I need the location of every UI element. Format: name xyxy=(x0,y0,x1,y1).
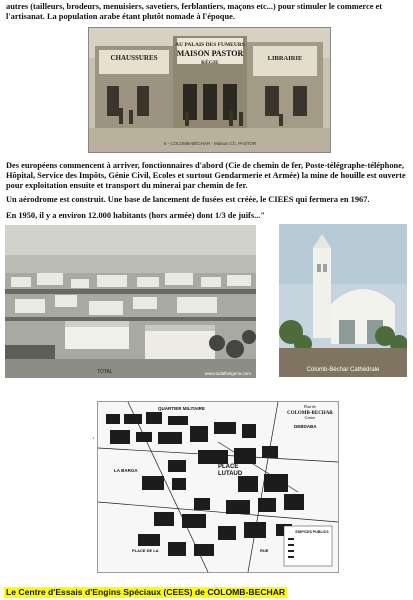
map-label-lutaud: LUTAUD xyxy=(218,471,243,477)
photo-watermark: www.todalbelgeria.com xyxy=(204,371,251,376)
map-title-3: Centre xyxy=(304,415,316,420)
total-sign: TOTAL xyxy=(97,369,113,375)
map-label-place: PLACE xyxy=(218,464,239,470)
map-label-rue: RUE xyxy=(260,548,269,553)
sign-middle-sub: RÉGIE xyxy=(201,60,219,66)
photo-maison-pastor xyxy=(88,27,331,153)
map-title-1: Plan de xyxy=(304,404,316,409)
sign-middle: MAISON PASTOR xyxy=(176,49,244,58)
footer-heading: Le Centre d'Essais d'Engins Spéciaux (CEES) de COLOMB-BECHAR xyxy=(6,587,286,597)
map-label-barga: LA BARGA xyxy=(114,468,138,473)
map-legend-title: EDIFICES PUBLICS xyxy=(295,530,329,534)
photo-maison-pastor-image xyxy=(89,28,330,152)
photo-town-view-image xyxy=(5,225,256,378)
map-colomb-bechar xyxy=(97,401,339,573)
cathedral-caption: Colomb-Béchar Cathédrale xyxy=(306,367,380,373)
map-label-quartier: QUARTIER MILITAIRE xyxy=(158,406,205,411)
paragraph-4: En 1950, il y a environ 12.000 habitants (hors armée) dont 1/3 de juifs..." xyxy=(6,211,266,220)
sign-right: LIBRAIRIE xyxy=(267,55,303,62)
bullet: · xyxy=(92,434,95,443)
photo-cathedral-image xyxy=(279,224,407,377)
paragraph-2: Des européens commencent à arriver, fonctionnaires d'abord (Cie de chemin de fer, Poste-télégraphe-téléphone, Hôpital, Service des Impôts, Génie Civil, Ecoles et surtout Gendarmerie et Armée) la mine de houille est ouverte pour exploitation ensuite et transport du minerai par chemin de fer. xyxy=(6,161,406,190)
photo-caption: 6 - COLOMB-BÉCHAR - Maison Ch. PASTOR xyxy=(163,141,257,146)
paragraph-3: Un aérodrome est construit. Une base de lancement de fusées est créée, le CIEES qui fermera en 1967. xyxy=(6,195,370,204)
sign-left: CHAUSSURES xyxy=(110,54,158,62)
map-label-debdaba: DEBDABA xyxy=(294,424,317,429)
map-label-place2: PLACE DE LA xyxy=(132,548,159,553)
map-image xyxy=(98,402,338,572)
sign-middle-top: AU PALAIS DES FUMEURS xyxy=(175,42,245,48)
photo-cathedral xyxy=(279,224,407,377)
photo-town-view xyxy=(5,225,256,378)
paragraph-1: autres (tailleurs, brodeurs, menuisiers, savetiers, ferblantiers, maçons etc...) pour stimuler le commerce et l'artisanat. La population arabe étant plutôt nomade à l'époque. xyxy=(6,2,383,21)
map-title-2: COLOMB-BECHAR xyxy=(287,411,333,416)
